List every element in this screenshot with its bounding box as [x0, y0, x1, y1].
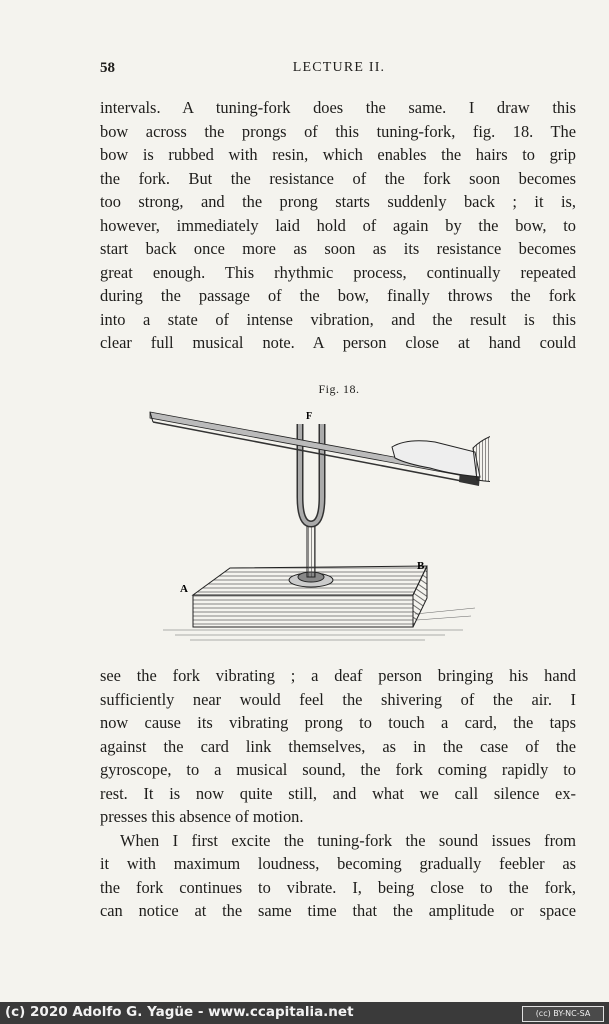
lecture-title: LECTURE II. [292, 60, 386, 75]
text-line: see the fork vibrating ; a deaf person bringing his hand [100, 666, 576, 685]
tuning-fork-illustration [145, 402, 490, 647]
text-line: the fork continues to vibrate. I, being close to the fork, [100, 877, 576, 897]
copyright-credit: (c) 2020 Adolfo G. Yagüe - www.ccapitalia.net [5, 1004, 354, 1020]
body-text-top [100, 96, 576, 355]
text-line: during the passage of the bow, finally throws the fork [100, 286, 576, 305]
fork-mount [289, 522, 333, 587]
label-b: B [417, 560, 425, 572]
text-line: presses this absence of motion. [100, 807, 304, 826]
page-number: 58 [100, 60, 115, 76]
text-line: the fork. But the resistance of the fork soon becomes [100, 168, 576, 188]
text-line: can notice at the same time that the amplitude or space [100, 901, 576, 920]
text-line: great enough. This rhythmic process, continually repeated [100, 262, 576, 282]
text-line: gyroscope, to a musical sound, the fork coming rapidly to [100, 760, 576, 779]
text-line: however, immediately laid hold of again by the bow, to [100, 215, 576, 235]
text-line: it with maximum loudness, becoming gradually feebler as [100, 854, 576, 873]
tuning-fork [300, 424, 322, 524]
body-text-bottom [100, 664, 576, 923]
text-line: bow across the prongs of this tuning-fork, fig. 18. The [100, 121, 576, 141]
text-line: rest. It is now quite still, and what we call silence ex- [100, 783, 576, 803]
text-line: into a state of intense vibration, and the result is this [100, 309, 576, 329]
cc-license-badge[interactable]: (cc) BY-NC-SA [522, 1006, 604, 1022]
text-line: When I first excite the tuning-fork the sound issues from [120, 830, 576, 850]
text-line: sufficiently near would feel the shivering of the air. I [100, 689, 576, 709]
copyright-footer [0, 1002, 609, 1024]
label-a: A [180, 583, 188, 595]
running-head [100, 60, 578, 80]
label-f: F [306, 411, 313, 422]
text-line: now cause its vibrating prong to touch a card, the taps [100, 713, 576, 732]
text-line: bow is rubbed with resin, which enables the hairs to grip [100, 145, 576, 164]
hand-holding-bow [392, 432, 490, 482]
text-line: intervals. A tuning-fork does the same. I draw this [100, 98, 576, 117]
text-line: against the card link themselves, as in the case of the [100, 736, 576, 756]
text-line: too strong, and the prong starts suddenly back ; it is, [100, 192, 576, 211]
text-line: clear full musical note. A person close at hand could [100, 333, 576, 352]
figure-caption: Fig. 18. [318, 382, 360, 396]
text-line: start back once more as soon as its resistance becomes [100, 239, 576, 258]
